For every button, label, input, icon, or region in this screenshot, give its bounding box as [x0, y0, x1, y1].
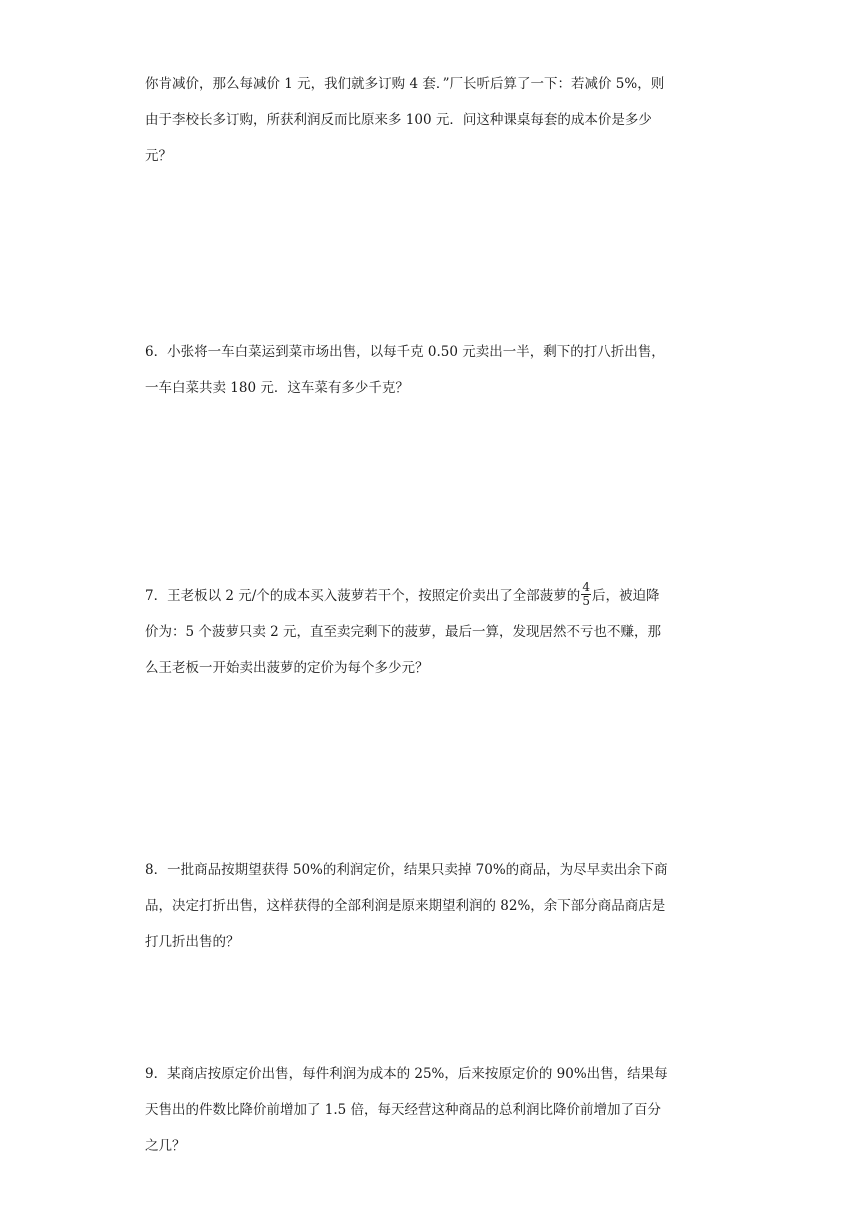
problem-9-line-3: 之几？	[145, 1138, 186, 1154]
problem-6	[145, 334, 720, 406]
problem-7	[145, 578, 720, 686]
problem-7-line-3: 么王老板一开始卖出菠萝的定价为每个多少元？	[145, 660, 429, 676]
problem-7-line-1-text-a: 7．王老板以 2 元/个的成本买入菠萝若干个，按照定价卖出了全部菠萝的	[145, 588, 581, 604]
problem-9-line-2: 天售出的件数比降价前增加了 1.5 倍，每天经营这种商品的总利润比降价前增加了百分	[145, 1102, 662, 1118]
problem-8-line-1: 8．一批商品按期望获得 50%的利润定价，结果只卖掉 70%的商品，为尽早卖出余下商	[145, 862, 668, 878]
problem-7-line-1	[145, 578, 720, 614]
problem-8	[145, 852, 720, 960]
fraction-denominator: 5	[582, 594, 590, 608]
problem-5-line-2: 由于李校长多订购，所获利润反而比原来多 100 元．问这种课桌每套的成本价是多少	[145, 112, 652, 128]
problem-5-line-1: 你肯减价，那么每减价 1 元，我们就多订购 4 套．”厂长听后算了一下：若减价 5%，则	[145, 76, 665, 92]
problem-5-continued	[145, 66, 720, 174]
problem-7-line-2: 价为：5 个菠萝只卖 2 元，直至卖完剩下的菠萝，最后一算，发现居然不亏也不赚，那	[145, 624, 662, 640]
fraction-numerator: 4	[582, 580, 590, 594]
problem-9	[145, 1056, 720, 1164]
problem-8-line-3: 打几折出售的？	[145, 934, 240, 950]
problem-7-line-1-text-b: 后，被迫降	[591, 588, 660, 604]
problem-6-line-1: 6．小张将一车白菜运到菜市场出售，以每千克 0.50 元卖出一半，剩下的打八折出售，	[145, 344, 665, 360]
fraction-four-fifths	[581, 581, 591, 608]
problem-8-line-2: 品，决定打折出售，这样获得的全部利润是原来期望利润的 82%，余下部分商品商店是	[145, 898, 666, 914]
problem-9-line-1: 9．某商店按原定价出售，每件利润为成本的 25%，后来按原定价的 90%出售，结果每	[145, 1066, 668, 1082]
problem-6-line-2: 一车白菜共卖 180 元．这车菜有多少千克？	[145, 380, 409, 396]
problem-5-line-3: 元？	[145, 148, 172, 164]
